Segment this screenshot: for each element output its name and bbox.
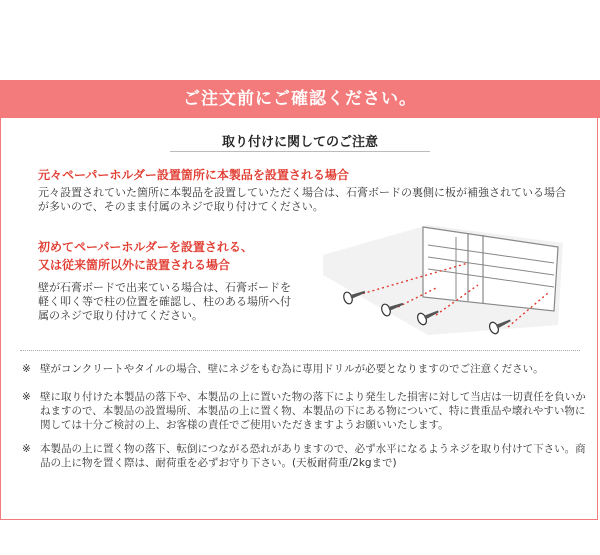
mounting-illustration — [318, 215, 578, 345]
note-text: 本製品の上に置く物の落下、転倒につながる恐れがありますので、必ず水平になるようネジを取り付けて下さい。商品の上に物を置く際は、耐荷重を必ずお守り下さい。(天板耐荷重/2kgまで) — [40, 443, 586, 469]
note-item — [22, 362, 588, 376]
case1-text: 元々設置されていた箇所に本製品を設置していただく場合は、石膏ボードの裏側に板が補強されている場合が多いので、そのまま付属のネジで取り付けてください。 — [38, 186, 566, 213]
note-text: 壁がコンクリートやタイルの場合、壁にネジをもむ為に専用ドリルが必要となりますのでご注意ください。 — [40, 363, 544, 375]
case1-heading: 元々ペーパーホルダー設置箇所に本製品を設置される場合 — [38, 168, 349, 182]
section-divider — [20, 350, 580, 351]
note-item — [22, 390, 588, 432]
note-mark: ※ — [22, 363, 31, 375]
notes-list — [22, 362, 588, 480]
title-underline — [170, 151, 430, 152]
shelf-frame — [423, 227, 558, 311]
notice-banner: ご注文前にご確認ください。 — [0, 80, 600, 118]
case2-heading-line1: 初めてペーパーホルダーを設置される、 — [38, 240, 253, 254]
note-item — [22, 442, 588, 470]
note-text: 壁に取り付けた本製品の落下や、本製品の上に置いた物の落下により発生した損害に対して当店は一切責任を負いかねますので、本製品の設置場所、本製品の上に置く物、本製品の下にある物について、特に貴重品や壊れやすい物に関しては十分ご検討の上、お客様の責任でご使用いただきますようお願いいたします。 — [40, 391, 586, 431]
case2-heading-line2: 又は従来箇所以外に設置される場合 — [38, 258, 231, 272]
section-title: 取り付けに関してのご注意 — [221, 135, 378, 150]
case2-text: 壁が石膏ボードで出来ている場合は、石膏ボードを軽く叩く等で柱の位置を確認し、柱のある場所へ付属のネジで取り付けてください。 — [38, 281, 291, 322]
note-mark: ※ — [22, 391, 31, 403]
note-mark: ※ — [22, 443, 31, 455]
